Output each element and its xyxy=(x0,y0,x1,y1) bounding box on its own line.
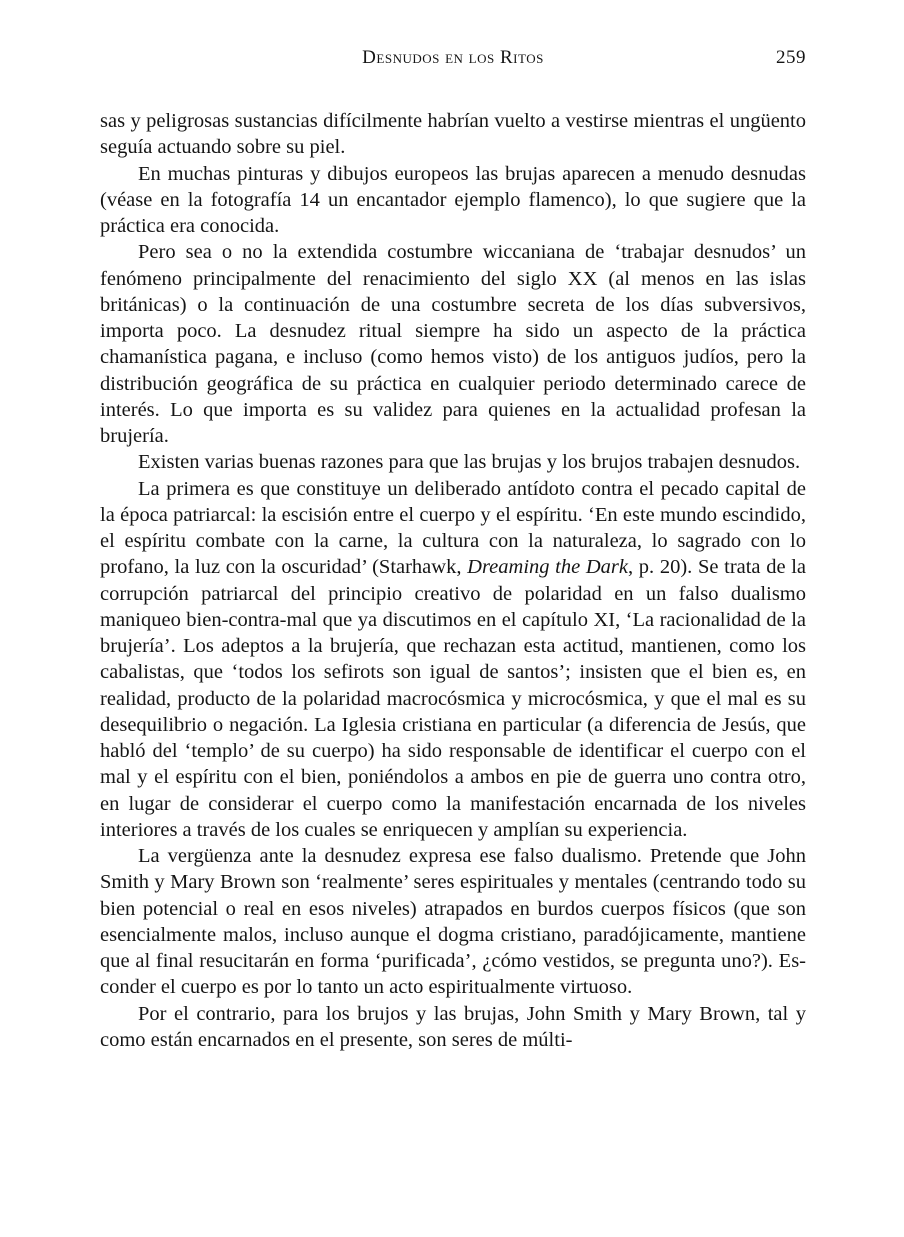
text-run: Existen varias buenas razones para que las brujas y los brujos trabajen desnudos. xyxy=(138,451,801,474)
text-run: Pero sea o no la extendida costumbre wiccaniana de ‘trabajar desnudos’ un fenómeno principalmente del renacimiento del siglo XX (al menos en las islas británicas) o la continuación de una costumbre secreta de los días subversivos, importa poco. La desnudez ritual siempre ha sido un aspecto de la práctica chamanística pagana, e incluso (como hemos visto) de los antiguos judíos, pero la distribución geográfica de su práctica en cualquier periodo determinado carece de interés. Lo que importa es su validez para quienes en la actualidad profesan la brujería. xyxy=(100,241,806,447)
paragraph xyxy=(100,843,806,1001)
page-number: 259 xyxy=(776,47,806,68)
paragraph xyxy=(100,239,806,449)
body-text xyxy=(100,108,806,1053)
text-run: Por el contrario, para los brujos y las brujas, John Smith y Mary Brown, tal y como están encarnados en el presente, son seres de múlti- xyxy=(100,1002,806,1051)
text-run: La vergüenza ante la desnudez expresa ese falso dualismo. Pretende que John Smith y Mary Brown son ‘realmente’ seres espirituales y mentales (centrando todo su bien potencial o real en esos niveles) atrapados en burdos cuerpos físicos (que son esencialmente malos, incluso aunque el dogma cristiano, paradójicamente, mantiene que al final resucitarán en forma ‘purificada’, ¿cómo vestidos, se pregunta uno?). Esconder el cuerpo es por lo tanto un acto espiritualmente virtuoso. xyxy=(100,845,806,999)
italic-title: Dreaming the Dark xyxy=(467,556,629,579)
text-run: sas y peligrosas sustancias difícilmente habrían vuelto a vestirse mientras el ungüento seguía actuando sobre su piel. xyxy=(100,110,806,159)
paragraph xyxy=(100,108,806,161)
text-run: , p. 20). Se trata de la corrupción patriarcal del principio creativo de polaridad en un falso dualismo maniqueo bien-contra-mal que ya discutimos en el capítulo XI, ‘La racionalidad de la brujería’. Los adeptos a la brujería, que rechazan esta actitud, mantienen, como los cabalistas, que ‘todos los sefirots son igual de santos’; insisten que el bien es, en realidad, producto de la polaridad macrocósmica y microcósmica, y que el mal es su desequilibrio o negación. La Iglesia cristiana en particular (a diferencia de Jesús, que habló del ‘templo’ de su cuerpo) ha sido responsable de identificar el cuerpo con el mal y el espíritu con el bien, poniéndolos a ambos en pie de guerra uno contra otro, en lugar de considerar el cuerpo como la manifestación encarnada de los niveles interiores a través de los cuales se enriquecen y amplían su experiencia. xyxy=(100,556,807,841)
text-run: En muchas pinturas y dibujos europeos las brujas aparecen a menudo desnudas (véase en la fotografía 14 un encantador ejemplo flamenco), lo que sugiere que la práctica era conocida. xyxy=(100,162,806,237)
paragraph xyxy=(100,449,806,475)
text-run: La primera es que constituye un deliberado antídoto contra el pecado capital de la época patriarcal: la escisión entre el cuerpo y el espíritu. ‘En este mundo escindido, el espíritu combate con la carne, la cultura con la naturaleza, lo sagrado con lo profano, la luz con la oscuridad’ (Starhawk, xyxy=(100,477,806,579)
paragraph xyxy=(100,161,806,240)
paragraph xyxy=(100,1001,806,1054)
running-title: Desnudos en los Ritos xyxy=(362,47,544,68)
paragraph xyxy=(100,476,806,844)
running-head xyxy=(100,47,806,75)
